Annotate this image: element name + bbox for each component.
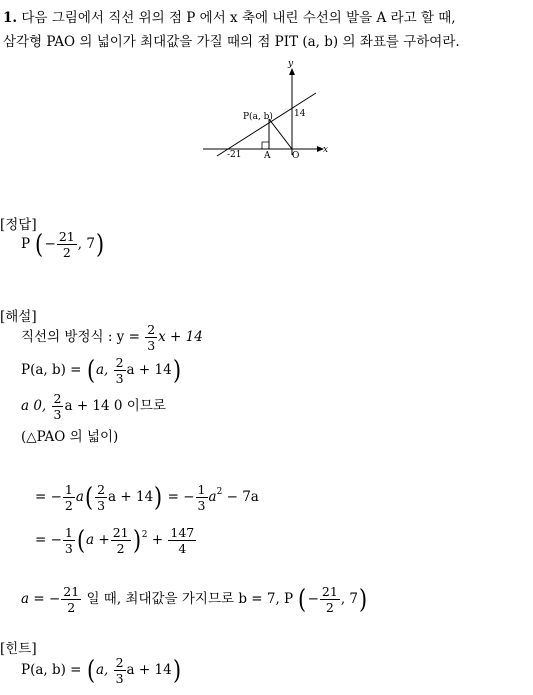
eq1-tail: − 7a [226,489,259,506]
right-paren: ) [154,482,163,513]
eq1-d2: 3 [97,498,106,514]
left-paren: ( [35,229,44,260]
eq2-n2: 21 [112,525,129,540]
hint-header: [힌트] [0,641,37,657]
line3-den: 3 [53,407,62,423]
right-paren: ) [132,525,141,556]
right-paren: ) [172,655,181,686]
segment-PO [269,119,292,149]
y-axis-label: y [288,59,294,69]
right-paren: ) [359,584,368,615]
eq2-n3: 147 [170,525,195,540]
eq1-lead: = − [35,489,62,506]
final-frac1 [61,585,81,614]
hint-line [21,656,182,685]
final-tail: , 7 [340,591,358,608]
final-d1: 2 [67,600,76,616]
line3-a: a 0, [21,398,47,415]
solution-line-2 [21,356,182,385]
line2-num: 2 [115,355,124,370]
point-P-label: P(a, b) [243,112,273,122]
problem-number: 1. [3,10,18,26]
line1-tail: x + 14 [158,329,203,346]
line2-lhs: P(a, b) = [21,362,82,379]
eq2-frac2 [111,526,131,555]
answer-header: [정답] [0,217,37,233]
left-paren: ( [86,655,95,686]
line2-den: 3 [115,371,124,387]
left-paren: ( [84,482,94,513]
line1-num: 2 [147,322,156,337]
final-n2: 21 [321,584,338,599]
hint-lhs: P(a, b) = [21,662,82,679]
left-paren: ( [298,584,307,615]
eq1-n3: 1 [197,482,206,497]
line1-text: 직선의 방정식 : y = [21,329,140,346]
left-paren: ( [76,525,86,556]
eq2-lead: = − [35,532,62,549]
sloped-line [217,93,316,156]
final-minus: − [307,591,319,608]
right-angle-mark [262,142,269,149]
eq2-plus: + [151,532,164,549]
problem-line-1 [3,6,456,26]
eq1-frac3 [196,483,208,512]
hint-fraction [114,656,126,685]
answer-fraction [57,230,77,259]
eq1-in: a + 14 [108,489,154,506]
eq1-a2: a [208,489,217,506]
solution-eq-1 [35,483,259,512]
solution-line-1 [21,323,203,352]
eq1-n1: 1 [64,482,73,497]
final-n1: 21 [63,584,80,599]
hint-a: a, [95,662,109,679]
line3-tail: a + 14 0 이므로 [64,398,166,415]
eq2-n1: 1 [64,525,73,540]
line1-fraction [145,323,157,352]
eq2-frac1 [63,526,75,555]
eq1-a: a [75,489,84,506]
answer-den: 2 [62,245,71,261]
final-d2: 2 [325,600,334,616]
solution-line-4: (△PAO 의 넓이) [21,429,119,445]
eq2-exp: 2 [141,530,148,541]
intercept-21-label: -21 [227,150,242,160]
right-paren: ) [172,355,181,386]
line1-den: 3 [147,338,156,354]
final-a: a = − [21,591,61,608]
left-paren: ( [86,355,95,386]
intercept-14-label: 14 [294,109,306,119]
y-axis-arrow [289,68,295,75]
eq2-frac3 [168,526,196,555]
eq2-d2: 2 [116,541,125,557]
eq2-in: a + [86,532,110,549]
right-paren: ) [95,229,105,260]
line2-fraction [114,356,126,385]
line2-a: a, [95,362,109,379]
hint-den: 3 [115,671,124,687]
solution-final [21,585,368,614]
point-O-label: O [292,151,300,161]
problem-line-2: 삼각형 PAO 의 넓이가 최대값을 가질 때의 점 PIT (a, b) 의 좌표를 구하여라. [3,34,460,50]
answer-expression [21,230,105,259]
answer-minus: − [44,236,56,253]
eq1-n2: 2 [97,482,106,497]
eq2-d1: 3 [64,541,73,557]
line3-fraction [52,392,64,421]
geometry-figure [195,55,340,170]
final-frac2 [320,585,340,614]
solution-eq-2 [35,526,197,555]
eq1-d3: 3 [197,498,206,514]
answer-P: P [21,236,31,253]
line2-tail: a + 14 [126,362,172,379]
eq1-mid: = − [167,489,195,506]
answer-num: 21 [58,229,75,244]
hint-tail: a + 14 [126,662,172,679]
eq1-frac1 [63,483,75,512]
solution-header: [해설] [0,309,37,325]
solution-line-3 [21,392,166,421]
eq1-d1: 2 [64,498,73,514]
line3-num: 2 [53,391,62,406]
point-A-label: A [264,151,271,161]
x-axis-label: x [323,145,329,155]
hint-num: 2 [115,655,124,670]
answer-tail: , 7 [77,236,95,253]
final-text: 일 때, 최대값을 가지므로 b = 7, P [86,591,294,608]
problem-text-1: 다음 그림에서 직선 위의 점 P 에서 x 축에 내린 수선의 발을 A 라고 할 때, [21,10,456,26]
eq1-frac2 [95,483,107,512]
eq2-d3: 4 [178,541,187,557]
eq1-exp: 2 [216,487,223,498]
